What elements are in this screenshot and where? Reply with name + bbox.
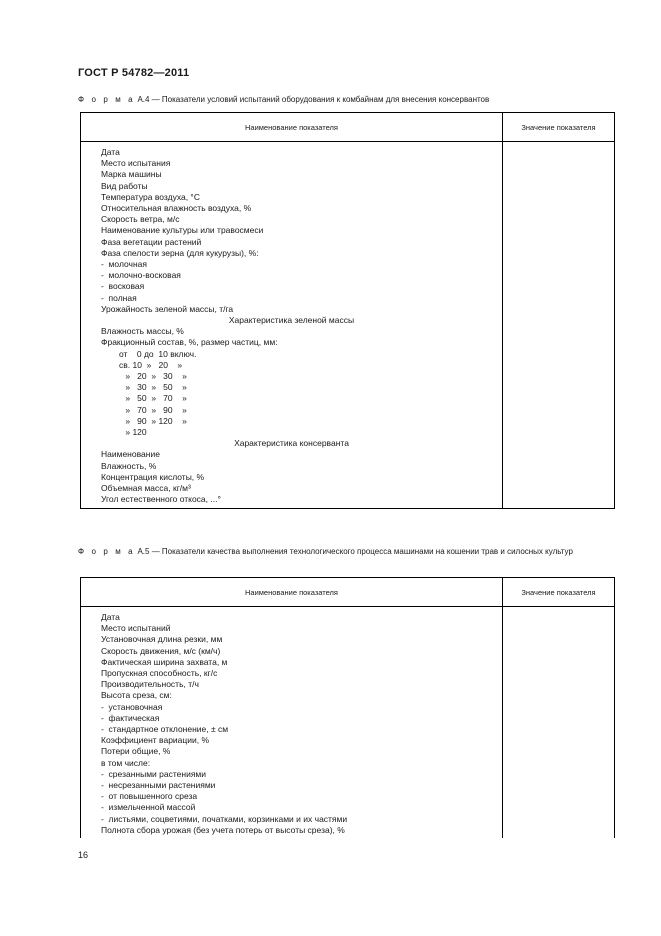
indicator-row: Марка машины	[101, 169, 162, 180]
indicator-row: Фактическая ширина захвата, м	[101, 656, 228, 667]
indicator-row: Вид работы	[101, 180, 148, 191]
indicator-row: Угол естественного откоса, ...°	[101, 494, 221, 505]
form-a5-row-list	[81, 607, 502, 838]
indicator-row: Место испытаний	[101, 623, 171, 634]
indicator-row: Производительность, т/ч	[101, 679, 199, 690]
indicator-row: Скорость движения, м/с (км/ч)	[101, 645, 221, 656]
indicator-row: Объемная масса, кг/м³	[101, 483, 191, 494]
indicator-row: Концентрация кислоты, %	[101, 471, 205, 482]
indicator-row: - фактическая	[101, 712, 160, 723]
section-subheading: Характеристика зеленой массы	[228, 315, 355, 326]
form-a5-col-name-header: Наименование показателя	[81, 578, 503, 607]
indicator-row: Наименование культуры или травосмеси	[101, 225, 264, 236]
form-a4-caption-prefix: Ф о р м а	[78, 95, 136, 104]
indicator-row: - измельченной массой	[101, 802, 196, 813]
page-number: 16	[78, 850, 89, 860]
indicator-row: - восковая	[101, 281, 145, 292]
form-a4-body-row	[81, 142, 615, 509]
indicator-row: Место испытания	[101, 158, 171, 169]
indicator-row: - срезанными растениями	[101, 768, 207, 779]
form-a4-names-cell	[81, 142, 503, 509]
indicator-row: Скорость ветра, м/с	[101, 214, 180, 225]
indicator-row: » 120	[123, 427, 147, 438]
indicator-row: Урожайность зеленой массы, т/га	[101, 303, 234, 314]
form-a4-values-cell	[503, 142, 615, 509]
form-a5-body-row	[81, 607, 615, 839]
indicator-row: св. 10 » 20 »	[119, 359, 183, 370]
indicator-row: » 50 » 70 »	[123, 393, 187, 404]
indicator-row: Влажность, %	[101, 460, 157, 471]
indicator-row: » 90 » 120 »	[123, 415, 187, 426]
form-a4-caption-text: А.4 — Показатели условий испытаний оборудования к комбайнам для внесения консервантов	[135, 95, 490, 104]
indicator-row: » 20 » 30 »	[123, 371, 187, 382]
indicator-row: Пропускная способность, кг/с	[101, 668, 218, 679]
form-a5-values-cell	[503, 607, 615, 839]
form-a4-col-name-header: Наименование показателя	[81, 113, 503, 142]
indicator-row: Потери общие, %	[101, 746, 171, 757]
indicator-row: Фаза вегетации растений	[101, 236, 202, 247]
form-a5-caption	[78, 546, 618, 558]
form-a5-caption-prefix: Ф о р м а	[78, 547, 136, 556]
indicator-row: - установочная	[101, 701, 163, 712]
document-title: ГОСТ Р 54782—2011	[78, 67, 190, 79]
form-a5-names-cell	[81, 607, 503, 839]
indicator-row: Фракционный состав, %, размер частиц, мм:	[101, 337, 278, 348]
form-a5-col-value-header: Значение показателя	[503, 578, 615, 607]
indicator-row: Установочная длина резки, мм	[101, 634, 223, 645]
indicator-row: Коэффициент вариации, %	[101, 735, 210, 746]
indicator-row: Высота среза, см:	[101, 690, 172, 701]
indicator-row: - стандартное отклонение, ± см	[101, 724, 229, 735]
form-a4-caption	[78, 94, 618, 106]
indicator-row: » 70 » 90 »	[123, 404, 187, 415]
form-a4-row-list	[81, 142, 502, 508]
indicator-row: Полнота сбора урожая (без учета потерь от высоты среза), %	[101, 824, 345, 835]
form-a4-header-row	[81, 113, 615, 142]
indicator-row: Относительная влажность воздуха, %	[101, 203, 252, 214]
indicator-row: » 30 » 50 »	[123, 382, 187, 393]
indicator-row: Наименование	[101, 449, 160, 460]
section-subheading: Характеристика консерванта	[234, 438, 349, 449]
form-a4-col-value-header: Значение показателя	[503, 113, 615, 142]
indicator-row: - полная	[101, 292, 137, 303]
form-a5-caption-text: А.5 — Показатели качества выполнения технологического процесса машинами на кошении трав и силосных культур	[135, 547, 573, 556]
form-a5-header-row	[81, 578, 615, 607]
indicator-row: в том числе:	[101, 757, 151, 768]
indicator-row: - молочно-восковая	[101, 270, 181, 281]
form-a5-table	[80, 577, 615, 838]
indicator-row: Фаза спелости зерна (для кукурузы), %:	[101, 247, 259, 258]
indicator-row: Влажность массы, %	[101, 326, 184, 337]
indicator-row: Температура воздуха, °C	[101, 191, 200, 202]
indicator-row: Дата	[101, 612, 120, 622]
indicator-row: - несрезанными растениями	[101, 780, 216, 791]
indicator-row: от 0 до 10 включ.	[119, 348, 197, 359]
form-a4-table	[80, 112, 615, 509]
indicator-row: - листьями, соцветиями, початками, корзинками и их частями	[101, 813, 348, 824]
indicator-row: Дата	[101, 147, 120, 157]
indicator-row: - от повышенного среза	[101, 791, 198, 802]
indicator-row: - молочная	[101, 259, 147, 270]
